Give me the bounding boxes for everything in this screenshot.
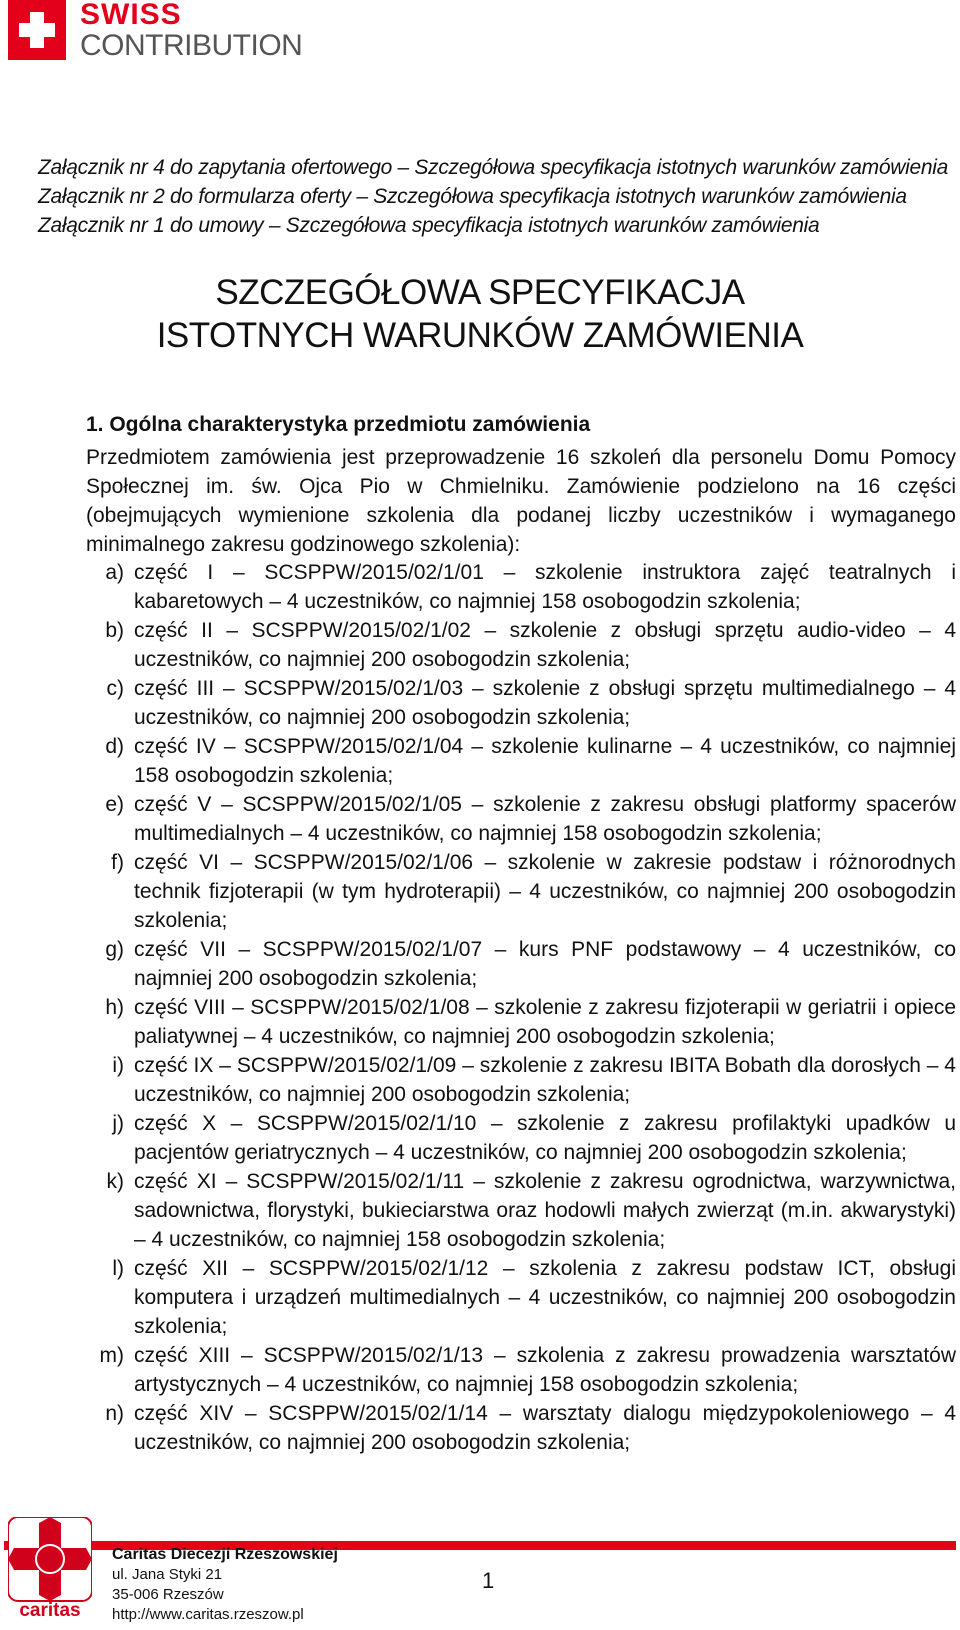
item-text: część XI – SCSPPW/2015/02/1/11 – szkolenie z zakresu ogrodnictwa, warzywnictwa, sadownictwa, florystyki, bukieciarstwa oraz hodowli małych zwierząt (m.in. akwarystyki) – 4 uczestników, co najmniej 158 osobogodzin szkolenia; xyxy=(134,1170,956,1251)
item-text: część IV – SCSPPW/2015/02/1/04 – szkolenie kulinarne – 4 uczestników, co najmniej 158 osobogodzin szkolenia; xyxy=(134,735,956,787)
attachment-line-2: Załącznik nr 2 do formularza oferty – Szczegółowa specyfikacja istotnych warunków zamówienia xyxy=(38,185,907,208)
document-title-line-1: SZCZEGÓŁOWA SPECYFIKACJA xyxy=(215,273,745,312)
list-item xyxy=(86,790,956,848)
item-label: a) xyxy=(105,561,124,584)
caritas-logo-text: caritas xyxy=(19,1600,81,1621)
list-item xyxy=(86,1109,956,1167)
section-heading: 1. Ogólna charakterystyka przedmiotu zamówienia xyxy=(86,413,591,436)
attachment-line-3: Załącznik nr 1 do umowy – Szczegółowa specyfikacja istotnych warunków zamówienia xyxy=(38,214,820,237)
org-name: Caritas Diecezji Rzeszowskiej xyxy=(112,1546,338,1563)
list-item xyxy=(86,1051,956,1109)
list-item xyxy=(86,674,956,732)
list-item xyxy=(86,616,956,674)
list-item xyxy=(86,732,956,790)
item-text: część VIII – SCSPPW/2015/02/1/08 – szkolenie z zakresu fizjoterapii w geriatrii i opiece paliatywnej – 4 uczestników, co najmniej 200 osobogodzin szkolenia; xyxy=(134,996,956,1048)
item-label: c) xyxy=(106,677,124,700)
item-text: część XIV – SCSPPW/2015/02/1/14 – warsztaty dialogu międzypokoleniowego – 4 uczestników, co najmniej 200 osobogodzin szkolenia; xyxy=(134,1402,956,1454)
list-item xyxy=(86,558,956,616)
item-text: część X – SCSPPW/2015/02/1/10 – szkolenie z zakresu profilaktyki upadków u pacjentów geriatrycznych – 4 uczestników, co najmniej 200 osobogodzin szkolenia; xyxy=(134,1112,956,1164)
item-text: część XIII – SCSPPW/2015/02/1/13 – szkolenia z zakresu prowadzenia warsztatów artystycznych – 4 uczestników, co najmniej 158 osobogodzin szkolenia; xyxy=(134,1344,956,1396)
item-text: część VII – SCSPPW/2015/02/1/07 – kurs PNF podstawowy – 4 uczestników, co najmniej 200 osobogodzin szkolenia; xyxy=(134,938,956,990)
item-label: b) xyxy=(105,619,124,642)
section-intro xyxy=(86,443,956,559)
city-address: 35-006 Rzeszów xyxy=(112,1586,224,1603)
list-item xyxy=(86,1167,956,1254)
item-label: d) xyxy=(105,735,124,758)
item-label: l) xyxy=(112,1257,124,1280)
item-label: k) xyxy=(106,1170,124,1193)
footer-address xyxy=(112,1545,338,1625)
item-label: g) xyxy=(105,938,124,961)
swiss-contribution-logo xyxy=(8,0,302,61)
item-label: n) xyxy=(105,1402,124,1425)
street-address: ul. Jana Styki 21 xyxy=(112,1566,223,1583)
website-link[interactable]: http://www.caritas.rzeszow.pl xyxy=(112,1606,304,1623)
list-item xyxy=(86,935,956,993)
intro-paragraph: Przedmiotem zamówienia jest przeprowadzenie 16 szkoleń dla personelu Domu Pomocy Społecznej im. św. Ojca Pio w Chmielniku. Zamówienie podzielono na 16 części (obejmujących wymienione szkolenia dla podanej liczby uczestników i wymaganego minimalnego zakresu godzinowego szkolenia): xyxy=(86,446,956,556)
item-label: h) xyxy=(105,996,124,1019)
item-label: f) xyxy=(111,851,124,874)
attachment-line-1: Załącznik nr 4 do zapytania ofertowego – Szczegółowa specyfikacja istotnych warunków zamówienia xyxy=(38,156,948,179)
item-text: część IX – SCSPPW/2015/02/1/09 – szkolenie z zakresu IBITA Bobath dla dorosłych – 4 uczestników, co najmniej 200 osobogodzin szkolenia; xyxy=(134,1054,956,1106)
item-text: część I – SCSPPW/2015/02/1/01 – szkolenie instruktora zajęć teatralnych i kabaretowych – 4 uczestników, co najmniej 158 osobogodzin szkolenia; xyxy=(134,561,956,613)
item-text: część VI – SCSPPW/2015/02/1/06 – szkolenie w zakresie podstaw i różnorodnych technik fizjoterapii (w tym hydroterapii) – 4 uczestników, co najmniej 200 osobogodzin szkolenia; xyxy=(134,851,956,932)
page-number: 1 xyxy=(482,1568,495,1593)
list-item xyxy=(86,1254,956,1341)
list-item xyxy=(86,848,956,935)
item-label: e) xyxy=(105,793,124,816)
logo-swiss-text: SWISS xyxy=(80,0,182,31)
item-label: i) xyxy=(112,1054,124,1077)
list-item xyxy=(86,1399,956,1457)
item-text: część XII – SCSPPW/2015/02/1/12 – szkolenia z zakresu podstaw ICT, obsługi komputera i urządzeń multimedialnych – 4 uczestników, co najmniej 200 osobogodzin szkolenia; xyxy=(134,1257,956,1338)
parts-list xyxy=(86,558,956,1457)
item-text: część II – SCSPPW/2015/02/1/02 – szkolenie z obsługi sprzętu audio-video – 4 uczestników, co najmniej 200 osobogodzin szkolenia; xyxy=(134,619,956,671)
item-label: m) xyxy=(99,1344,124,1367)
logo-contribution-text: CONTRIBUTION xyxy=(80,29,303,62)
swiss-cross-icon xyxy=(8,0,66,60)
list-item xyxy=(86,1341,956,1399)
item-label: j) xyxy=(112,1112,124,1135)
list-item xyxy=(86,993,956,1051)
item-text: część V – SCSPPW/2015/02/1/05 – szkolenie z zakresu obsługi platformy spacerów multimedialnych – 4 uczestników, co najmniej 158 osobogodzin szkolenia; xyxy=(134,793,956,845)
item-text: część III – SCSPPW/2015/02/1/03 – szkolenie z obsługi sprzętu multimedialnego – 4 uczestników, co najmniej 200 osobogodzin szkolenia; xyxy=(134,677,956,729)
document-title-line-2: ISTOTNYCH WARUNKÓW ZAMÓWIENIA xyxy=(156,316,804,355)
